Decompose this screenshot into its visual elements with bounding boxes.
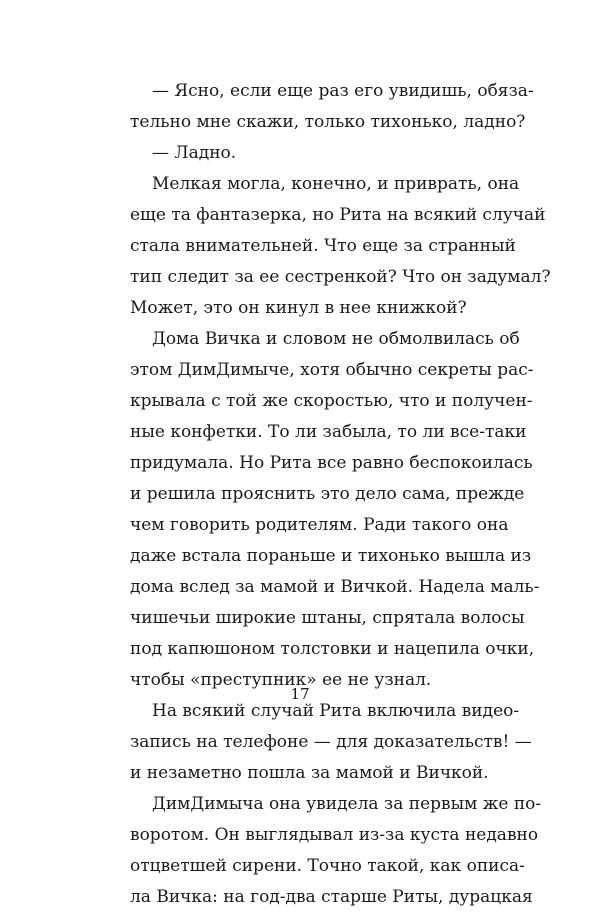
paragraph — [130, 169, 551, 324]
body-text — [130, 76, 551, 913]
text-line: чишечьи широкие штаны, спрятала волосы — [130, 608, 525, 628]
text-line: еще та фантазерка, но Рита на всякий случай — [130, 205, 546, 225]
text-line: На всякий случай Рита включила видео- — [152, 701, 520, 721]
text-line: отцветшей сирени. Точно такой, как описа- — [130, 856, 525, 876]
text-line: стала внимательней. Что еще за странный — [130, 236, 516, 256]
text-line: — Ясно, если еще раз его увидишь, обяза- — [152, 81, 534, 101]
text-line: чем говорить родителям. Ради такого она — [130, 515, 509, 535]
page-number: 17 — [290, 685, 310, 703]
paragraph — [130, 696, 532, 789]
text-line: этом ДимДимыче, хотя обычно секреты рас- — [130, 360, 534, 380]
text-line: дома вслед за мамой и Вичкой. Надела маль- — [130, 577, 540, 597]
text-line: и решила прояснить это дело сама, прежде — [130, 484, 525, 504]
text-line: чтобы «преступник» ее не узнал. — [130, 670, 432, 690]
text-line: Может, это он кинул в нее книжкой? — [130, 298, 467, 318]
text-line: ла Вичка: на год-два старше Риты, дурацкая — [130, 887, 533, 907]
text-line: тип следит за ее сестренкой? Что он задумал? — [130, 267, 551, 287]
text-line: — Ладно. — [152, 143, 237, 163]
text-line: ные конфетки. То ли забыла, то ли все-таки — [130, 422, 527, 442]
paragraph — [130, 76, 534, 138]
text-line: под капюшоном толстовки и нацепила очки, — [130, 639, 535, 659]
paragraph — [130, 789, 542, 913]
text-line: даже встала пораньше и тихонько вышла из — [130, 546, 532, 566]
text-line: воротом. Он выглядывал из-за куста недавно — [130, 825, 539, 845]
text-line: крывала с той же скоростью, что и получен- — [130, 391, 533, 411]
text-line: Дома Вичка и словом не обмолвилась об — [152, 329, 520, 349]
paragraph — [130, 324, 540, 696]
text-line: придумала. Но Рита все равно беспокоилась — [130, 453, 533, 473]
text-line: запись на телефоне — для доказательств! — — [130, 732, 532, 752]
paragraph — [130, 138, 479, 169]
text-line: тельно мне скажи, только тихонько, ладно? — [130, 112, 526, 132]
text-line: Мелкая могла, конечно, и приврать, она — [152, 174, 520, 194]
text-line: и незаметно пошла за мамой и Вичкой. — [130, 763, 489, 783]
text-line: ДимДимыча она увидела за первым же по- — [152, 794, 542, 814]
